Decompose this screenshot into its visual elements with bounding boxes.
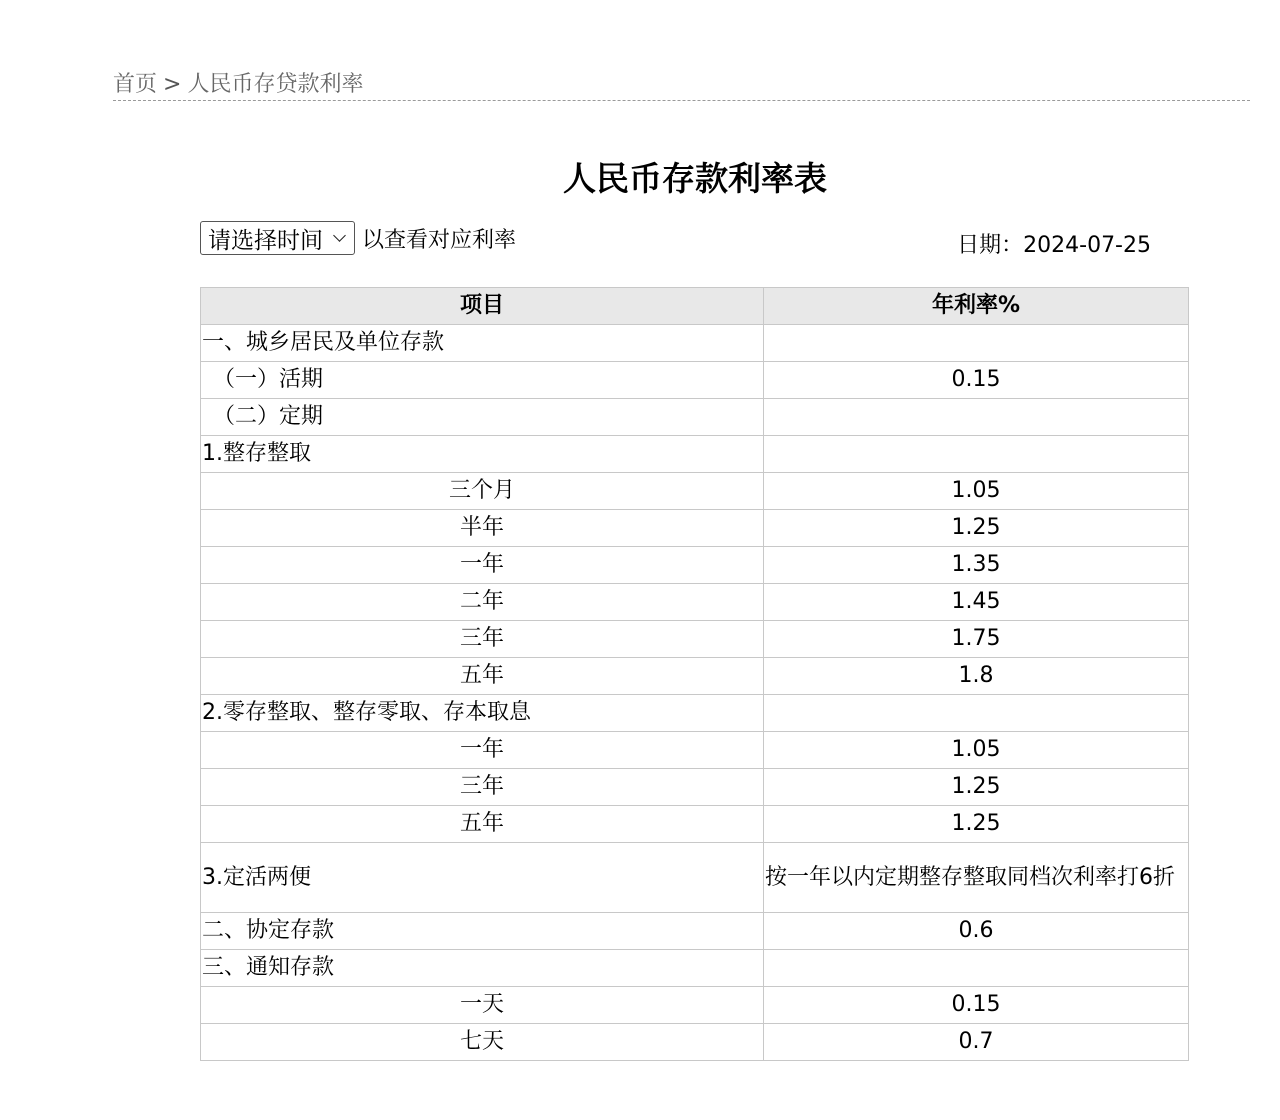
table-row — [201, 913, 1189, 950]
breadcrumb-separator: > — [163, 72, 182, 97]
row-rate-value: 1.8 — [764, 658, 1189, 695]
table-row — [201, 732, 1189, 769]
table-row — [201, 510, 1189, 547]
table-row — [201, 621, 1189, 658]
row-rate-value: 0.15 — [764, 987, 1189, 1024]
row-item-name: 半年 — [201, 510, 764, 547]
row-item-name: 二年 — [201, 584, 764, 621]
date-value: 2024-07-25 — [1023, 233, 1151, 258]
row-item-name: 三、通知存款 — [201, 950, 764, 987]
table-row — [201, 843, 1189, 913]
breadcrumb-current-link[interactable]: 人民币存贷款利率 — [187, 72, 364, 97]
deposit-rate-table — [200, 287, 1189, 1061]
time-filter — [200, 221, 516, 255]
row-rate-value: 1.25 — [764, 510, 1189, 547]
table-body — [201, 325, 1189, 1061]
table-row — [201, 658, 1189, 695]
row-rate-value — [764, 436, 1189, 473]
table-header-row — [201, 288, 1189, 325]
table-row — [201, 769, 1189, 806]
row-item-name: 一天 — [201, 987, 764, 1024]
row-item-name: 一年 — [201, 547, 764, 584]
row-item-name: 1.整存整取 — [201, 436, 764, 473]
table-row — [201, 987, 1189, 1024]
row-item-name: 三年 — [201, 769, 764, 806]
table-row — [201, 695, 1189, 732]
row-rate-value: 按一年以内定期整存整取同档次利率打6折 — [764, 843, 1189, 913]
breadcrumb — [113, 68, 1250, 101]
row-rate-value: 0.7 — [764, 1024, 1189, 1061]
row-rate-value: 1.45 — [764, 584, 1189, 621]
table-row — [201, 547, 1189, 584]
row-item-name: 三年 — [201, 621, 764, 658]
table-row — [201, 950, 1189, 987]
table-row — [201, 806, 1189, 843]
row-rate-value — [764, 399, 1189, 436]
row-rate-value: 1.25 — [764, 769, 1189, 806]
row-rate-value: 1.05 — [764, 732, 1189, 769]
breadcrumb-home-link[interactable]: 首页 — [113, 72, 158, 97]
table-row — [201, 362, 1189, 399]
row-rate-value — [764, 325, 1189, 362]
header-rate: 年利率% — [764, 288, 1189, 325]
row-item-name: 三个月 — [201, 473, 764, 510]
time-select-value: 请选择时间 — [208, 227, 323, 254]
row-item-name: 2.零存整取、整存零取、存本取息 — [201, 695, 764, 732]
row-item-name: （二）定期 — [201, 399, 764, 436]
row-item-name: 一年 — [201, 732, 764, 769]
time-select[interactable] — [200, 221, 355, 255]
row-item-name: 七天 — [201, 1024, 764, 1061]
row-rate-value — [764, 950, 1189, 987]
time-select-hint: 以查看对应利率 — [362, 227, 517, 253]
header-item: 项目 — [201, 288, 764, 325]
row-rate-value: 1.35 — [764, 547, 1189, 584]
row-item-name: 一、城乡居民及单位存款 — [201, 325, 764, 362]
table-row — [201, 584, 1189, 621]
row-item-name: 五年 — [201, 806, 764, 843]
row-rate-value: 1.25 — [764, 806, 1189, 843]
chevron-down-icon — [333, 229, 346, 242]
page-title: 人民币存款利率表 — [563, 159, 827, 198]
table-row — [201, 436, 1189, 473]
table-row — [201, 399, 1189, 436]
row-rate-value: 1.75 — [764, 621, 1189, 658]
row-rate-value: 0.15 — [764, 362, 1189, 399]
row-rate-value: 0.6 — [764, 913, 1189, 950]
row-item-name: （一）活期 — [201, 362, 764, 399]
date-label: 日期： — [957, 233, 1024, 258]
table-row — [201, 473, 1189, 510]
row-rate-value: 1.05 — [764, 473, 1189, 510]
row-rate-value — [764, 695, 1189, 732]
table-row — [201, 1024, 1189, 1061]
row-item-name: 五年 — [201, 658, 764, 695]
date-display — [957, 228, 1151, 259]
table-row — [201, 325, 1189, 362]
row-item-name: 3.定活两便 — [201, 843, 764, 913]
row-item-name: 二、协定存款 — [201, 913, 764, 950]
